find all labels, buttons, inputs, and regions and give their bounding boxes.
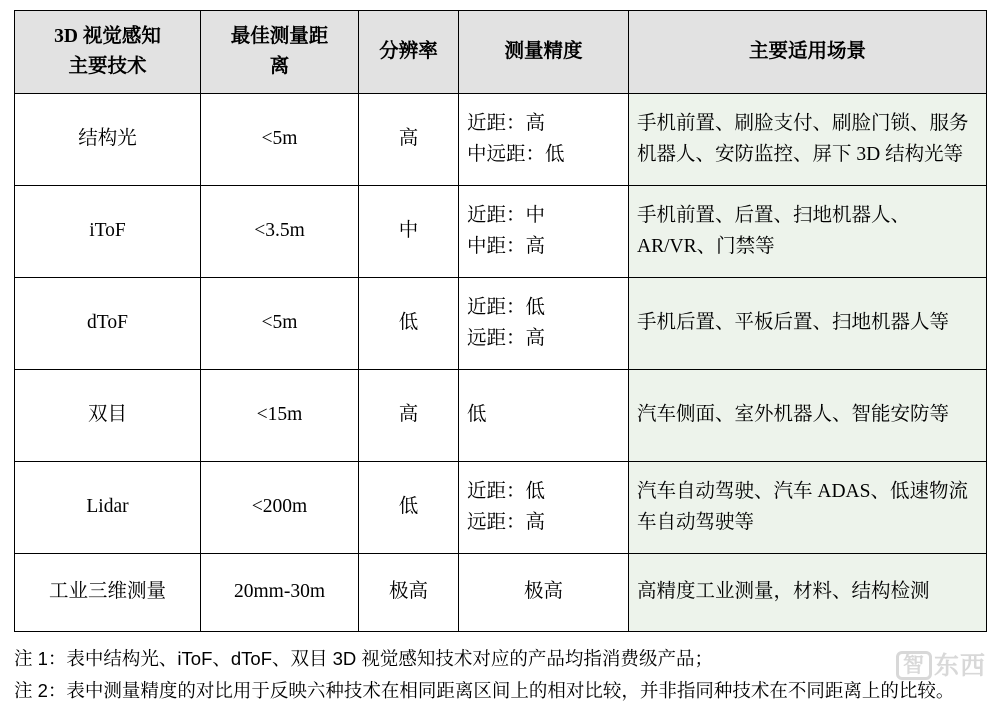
watermark <box>896 646 986 682</box>
cell-technology: iToF <box>15 186 201 278</box>
cell-scene: 手机后置、平板后置、扫地机器人等 <box>629 278 987 370</box>
cell-technology: Lidar <box>15 462 201 554</box>
table-header-row <box>15 11 987 94</box>
table-row <box>15 370 987 462</box>
cell-resolution: 中 <box>359 186 459 278</box>
accuracy-line: 远距：高 <box>467 511 546 533</box>
accuracy-line: 近距：低 <box>467 481 546 503</box>
cell-resolution: 低 <box>359 278 459 370</box>
accuracy-line: 极高 <box>523 581 563 603</box>
cell-resolution: 低 <box>359 462 459 554</box>
table-row <box>15 462 987 554</box>
note-1: 注 1：表中结构光、iToF、dToF、双目 3D 视觉感知技术对应的产品均指消费级产品； <box>14 648 713 669</box>
cell-accuracy <box>459 554 629 632</box>
accuracy-line: 中远距：低 <box>467 143 565 165</box>
cell-distance: <5m <box>201 278 359 370</box>
cell-scene: 高精度工业测量，材料、结构检测 <box>629 554 987 632</box>
cell-scene: 汽车自动驾驶、汽车 ADAS、低速物流车自动驾驶等 <box>629 462 987 554</box>
cell-resolution: 极高 <box>359 554 459 632</box>
cell-technology: 结构光 <box>15 94 201 186</box>
column-header-accuracy: 测量精度 <box>459 11 629 94</box>
table-body <box>15 94 987 632</box>
cell-distance: 20mm-30m <box>201 554 359 632</box>
column-header-distance-line1: 最佳测量距 <box>230 25 329 47</box>
accuracy-line: 远距：高 <box>467 327 546 349</box>
accuracy-line: 近距：中 <box>467 205 546 227</box>
column-header-technology-line2: 主要技术 <box>68 56 147 77</box>
cell-technology: 双目 <box>15 370 201 462</box>
cell-distance: <200m <box>201 462 359 554</box>
accuracy-line: 中距：高 <box>467 235 546 257</box>
table-row <box>15 94 987 186</box>
column-header-technology-line1: 3D 视觉感知 <box>54 25 161 47</box>
cell-technology: dToF <box>15 278 201 370</box>
table-header <box>15 11 987 94</box>
accuracy-line: 近距：高 <box>467 113 546 135</box>
watermark-badge: 智 <box>896 651 932 680</box>
cell-accuracy <box>459 278 629 370</box>
cell-distance: <15m <box>201 370 359 462</box>
cell-distance: <5m <box>201 94 359 186</box>
table-notes <box>14 644 986 705</box>
cell-accuracy <box>459 186 629 278</box>
accuracy-line: 近距：低 <box>467 297 546 319</box>
cell-accuracy <box>459 370 629 462</box>
cell-resolution: 高 <box>359 94 459 186</box>
cell-scene: 汽车侧面、室外机器人、智能安防等 <box>629 370 987 462</box>
column-header-technology <box>15 11 201 94</box>
table-row <box>15 554 987 632</box>
column-header-resolution: 分辨率 <box>359 11 459 94</box>
cell-accuracy <box>459 94 629 186</box>
cell-resolution: 高 <box>359 370 459 462</box>
column-header-distance-line2: 离 <box>269 56 290 77</box>
cell-distance: <3.5m <box>201 186 359 278</box>
column-header-distance <box>201 11 359 94</box>
watermark-text: 东西 <box>933 652 986 680</box>
cell-accuracy <box>459 462 629 554</box>
cell-scene: 手机前置、刷脸支付、刷脸门锁、服务机器人、安防监控、屏下 3D 结构光等 <box>629 94 987 186</box>
column-header-scene: 主要适用场景 <box>629 11 987 94</box>
cell-scene: 手机前置、后置、扫地机器人、AR/VR、门禁等 <box>629 186 987 278</box>
tech-comparison-table <box>14 10 987 632</box>
note-2: 注 2：表中测量精度的对比用于反映六种技术在相同距离区间上的相对比较，并非指同种技术在不同距离上的比较。 <box>14 679 955 701</box>
cell-technology: 工业三维测量 <box>15 554 201 632</box>
accuracy-line: 低 <box>467 404 487 426</box>
table-row <box>15 186 987 278</box>
table-row <box>15 278 987 370</box>
